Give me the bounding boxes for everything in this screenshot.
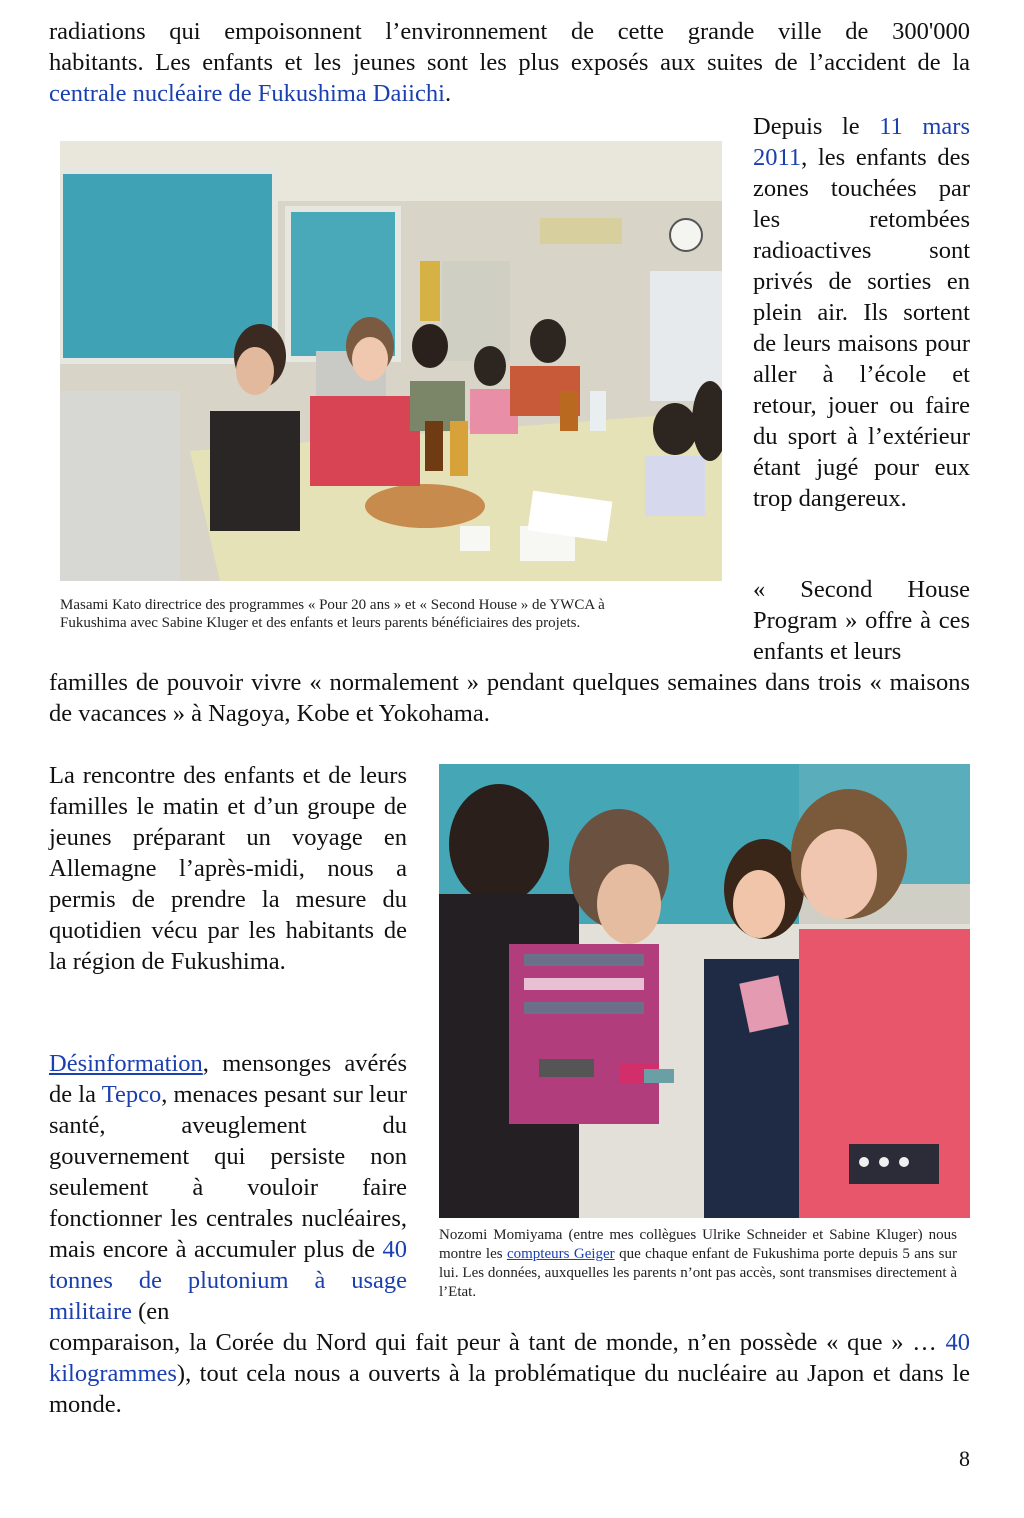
photo1-caption-line2: Fukushima avec Sabine Kluger et des enfants et leurs parents bénéficiaires des projets. xyxy=(60,615,581,631)
plutonium-link[interactable]: 40 tonnes de plutonium à usage militaire xyxy=(49,1236,407,1325)
intro-line-1: radiations qui empoisonnent l’environnement de cette grande ville de 300'000 xyxy=(49,18,970,45)
page-number: 8 xyxy=(959,1446,970,1471)
photo-geiger-counters xyxy=(439,764,970,1218)
depuis-label: Depuis le xyxy=(753,113,880,140)
photo2-caption xyxy=(439,1226,957,1302)
desinfo-text-3: (en xyxy=(132,1298,170,1325)
closing-paragraph xyxy=(49,1327,970,1420)
closing-text-2: ), tout cela nous a ouverts à la problématique du nucléaire au Japon et dans le monde. xyxy=(49,1360,970,1418)
photo-ywca-meeting xyxy=(60,141,722,581)
desinfo-text-1: , mensonges avérés de la xyxy=(49,1050,407,1108)
geiger-link[interactable]: compteurs Geiger xyxy=(506,1246,615,1262)
depuis-paragraph xyxy=(753,111,970,514)
centrale-link[interactable]: centrale nucléaire de Fukushima Daiichi xyxy=(49,80,445,107)
date-link-1[interactable]: 11 mars xyxy=(879,113,970,140)
desinformation-link[interactable]: Désinformation xyxy=(49,1050,203,1077)
photo2-caption-text-a: Nozomi Momiyama (entre mes collègues Ulrike Schneider et Sabine Kluger) nous montre les xyxy=(439,1227,957,1262)
tepco-link[interactable]: Tepco xyxy=(101,1081,162,1108)
intro-line-3 xyxy=(49,78,970,109)
photo-geiger-counters-image xyxy=(439,764,970,1218)
date-link-2[interactable]: 2011 xyxy=(753,144,802,171)
intro-period: . xyxy=(444,80,452,107)
depuis-text: , les enfants des zones touchées par les retombées radioactives sont privés de sorties en plein air. Ils sortent de leurs maisons pour aller à l’école et retour, jouer ou faire du sport à l’extérieur étant jugé pour eux trop dangereux. xyxy=(753,144,970,512)
intro-line-2: habitants. Les enfants et les jeunes sont les plus exposés aux suites de l’accident de la xyxy=(49,49,970,76)
photo-ywca-meeting-image xyxy=(60,141,722,581)
families-paragraph: familles de pouvoir vivre « normalement » pendant quelques semaines dans trois « maisons de vacances » à Nagoya, Kobe et Yokohama. xyxy=(49,669,970,727)
photo2-caption-text-b: que chaque enfant de Fukushima porte depuis 5 ans sur lui. Les données, auxquelles les parents n’ont pas accès, sont transmises directement à l’Etat. xyxy=(439,1246,957,1300)
rencontre-paragraph: La rencontre des enfants et de leurs familles le matin et d’un groupe de jeunes préparant un voyage en Allemagne l’après-midi, nous a permis de prendre la mesure du quotidien vécu par les habitants de la région de Fukushima. xyxy=(49,762,407,975)
desinformation-paragraph xyxy=(49,1048,407,1327)
photo1-caption-line1: Masami Kato directrice des programmes « Pour 20 ans » et « Second House » de YWCA à xyxy=(60,597,605,613)
closing-text-1: comparaison, la Corée du Nord qui fait peur à tant de monde, n’en possède « que » … xyxy=(49,1329,946,1356)
desinfo-text-2: , menaces pesant sur leur santé, aveuglement du gouvernement qui persiste non seulement à vouloir faire fonctionner les centrales nucléaires, mais encore à accumuler plus de xyxy=(49,1081,407,1263)
second-house-paragraph: « Second House Program » offre à ces enfants et leurs xyxy=(753,576,970,665)
kilogrammes-link[interactable]: 40 kilogrammes xyxy=(49,1329,970,1387)
